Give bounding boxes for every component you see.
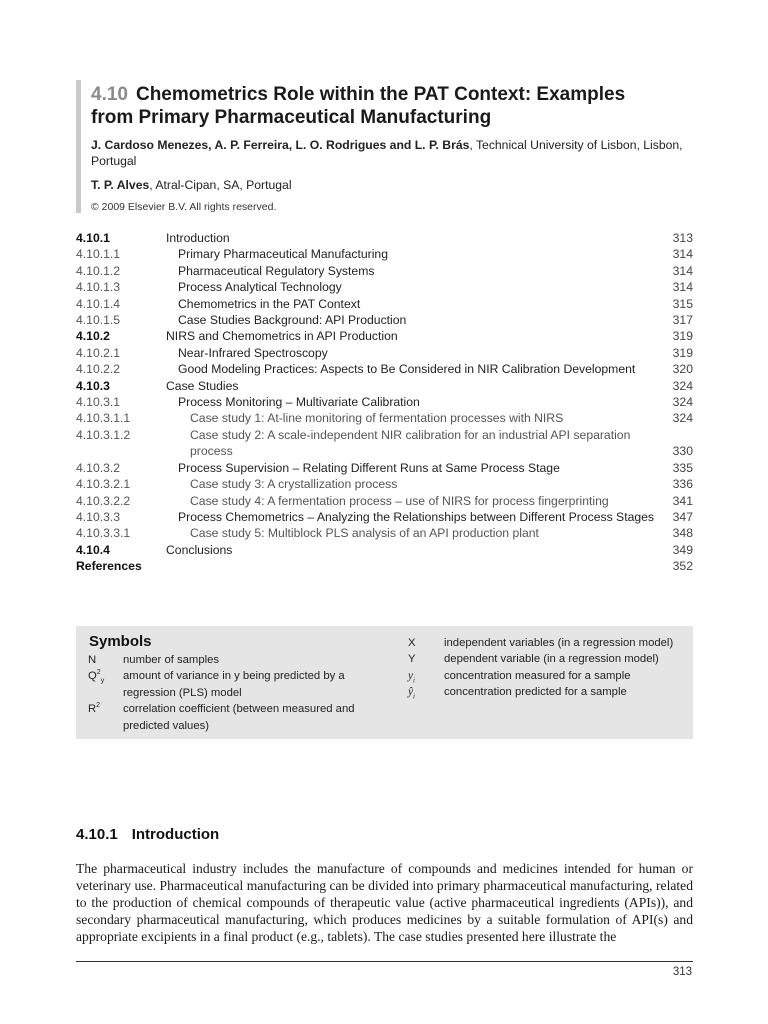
toc-title: Case study 2: A scale-independent NIR calibration for an industrial API separation process (190, 427, 631, 459)
toc-entry[interactable] (76, 378, 693, 394)
body-paragraph: The pharmaceutical industry includes the manufacture of compounds and medicines intended for human or veterinary use. Pharmaceutical manufacturing can be divided into primary pharmaceutical manufacturing, related to the production of chemical compounds of therapeutic value (active pharmaceutical ingredients (APIs)), and secondary pharmaceutical manufacturing, which produces medicines by a suitable formulation of API(s) and appropriate excipients in a final product (e.g., tablets). The case studies presented here illustrate the (76, 861, 693, 944)
toc-number: References (76, 559, 142, 574)
toc-page: 317 (672, 313, 693, 328)
toc-page: 336 (672, 477, 693, 492)
toc-title: Introduction (166, 231, 230, 245)
symbol-entry (88, 652, 388, 668)
symbol-entry (408, 635, 688, 651)
toc-number: 4.10.2 (76, 329, 110, 344)
toc-number: 4.10.1.3 (76, 280, 121, 295)
symbols-right-column (408, 635, 688, 701)
toc-entry[interactable] (76, 476, 693, 492)
toc-number: 4.10.3.1.2 (76, 427, 131, 442)
toc-title: Case study 4: A fermentation process – use of NIRS for process fingerprinting (190, 493, 609, 508)
toc-entry[interactable] (76, 230, 693, 246)
symbol-definition: concentration predicted for a sample (444, 686, 627, 699)
toc-page: 313 (672, 231, 693, 245)
toc-page: 324 (672, 395, 693, 410)
authors-secondary-names: T. P. Alves (91, 178, 150, 192)
symbols-heading: Symbols (89, 633, 152, 650)
toc-entry[interactable] (76, 427, 693, 460)
toc-entry[interactable] (76, 279, 693, 295)
toc-title: Process Supervision – Relating Different Runs at Same Process Stage (178, 460, 560, 475)
chapter-header (76, 80, 711, 213)
toc-page: 341 (672, 493, 693, 508)
symbol-definition: dependent variable (in a regression model) (444, 653, 659, 666)
symbol-entry (88, 701, 388, 734)
toc-entry[interactable] (76, 263, 693, 279)
toc-page: 315 (672, 296, 693, 311)
section-title: Introduction (131, 826, 220, 843)
toc-entry[interactable] (76, 525, 693, 541)
toc-title: Near-Infrared Spectroscopy (178, 345, 328, 360)
toc-title: Process Chemometrics – Analyzing the Relationships between Different Process Stages (178, 509, 655, 524)
toc-page: 347 (672, 509, 693, 524)
toc-number: 4.10.3 (76, 378, 110, 393)
toc-number: 4.10.3.3 (76, 509, 121, 524)
toc-title: Process Monitoring – Multivariate Calibration (178, 395, 420, 410)
toc-title: Case study 1: At-line monitoring of fermentation processes with NIRS (190, 411, 564, 426)
authors-primary-names: J. Cardoso Menezes, A. P. Ferreira, L. O. Rodrigues and L. P. Brás (91, 138, 470, 152)
symbol-key: N (88, 654, 97, 666)
toc-title: Good Modeling Practices: Aspects to Be Considered in NIR Calibration Development (178, 362, 636, 377)
toc-title: Chemometrics in the PAT Context (178, 296, 361, 311)
toc-entry[interactable] (76, 394, 693, 410)
symbol-key: $y_i$ (408, 669, 415, 685)
toc-entry[interactable] (76, 296, 693, 312)
footer-rule (76, 961, 693, 962)
toc-number: 4.10.4 (76, 542, 110, 557)
symbols-left-column (88, 652, 388, 734)
symbol-entry (408, 668, 688, 684)
section-heading (76, 826, 219, 843)
toc-entry[interactable] (76, 361, 693, 377)
toc-entry[interactable] (76, 345, 693, 361)
toc-number: 4.10.1.2 (76, 263, 121, 278)
toc-page: 320 (672, 362, 693, 377)
toc-entry[interactable] (76, 493, 693, 509)
toc-page: 314 (672, 280, 693, 295)
toc-number: 4.10.1.5 (76, 313, 121, 328)
toc-number: 4.10.3.2 (76, 460, 121, 475)
chapter-title-line2: from Primary Pharmaceutical Manufacturing (91, 107, 492, 128)
symbol-key: $R^2$ (88, 702, 101, 716)
authors-primary (91, 137, 711, 169)
toc-title: Process Analytical Technology (178, 280, 342, 295)
toc-title: Primary Pharmaceutical Manufacturing (178, 247, 388, 262)
toc-title: Conclusions (166, 542, 233, 557)
toc-title: Case Studies (166, 378, 239, 393)
toc-number: 4.10.3.2.1 (76, 477, 131, 492)
symbol-key: $Q^2_y$ (88, 669, 105, 685)
symbol-definition: amount of variance in y being predicted by a regression (PLS) model (123, 670, 345, 699)
toc-number: 4.10.1.1 (76, 247, 121, 262)
toc-entry[interactable] (76, 312, 693, 328)
toc-title: NIRS and Chemometrics in API Production (166, 329, 398, 344)
symbol-entry (88, 668, 388, 701)
toc-title: Case study 3: A crystallization process (190, 477, 398, 492)
toc-page: 314 (672, 247, 693, 262)
toc-page: 349 (672, 542, 693, 557)
symbol-definition: correlation coefficient (between measured and predicted values) (123, 703, 355, 732)
toc-entry[interactable] (76, 542, 693, 558)
toc-page: 319 (672, 345, 693, 360)
toc-page: 314 (672, 263, 693, 278)
toc-entry[interactable] (76, 558, 693, 574)
symbol-definition: independent variables (in a regression model) (444, 637, 674, 649)
toc-title: Pharmaceutical Regulatory Systems (178, 263, 375, 278)
symbol-entry (408, 651, 688, 667)
toc-entry[interactable] (76, 460, 693, 476)
toc-entry[interactable] (76, 410, 693, 426)
toc-number: 4.10.1 (76, 231, 110, 245)
toc-page: 324 (672, 378, 693, 393)
toc-number: 4.10.3.1.1 (76, 411, 131, 426)
toc-number: 4.10.2.1 (76, 345, 121, 360)
toc-title: Case study 5: Multiblock PLS analysis of an API production plant (190, 526, 539, 541)
toc-number: 4.10.3.2.2 (76, 493, 131, 508)
copyright-notice: © 2009 Elsevier B.V. All rights reserved. (91, 201, 277, 213)
section-number: 4.10.1 (76, 826, 118, 843)
toc-title: Case Studies Background: API Production (178, 313, 407, 328)
authors-secondary (91, 177, 711, 193)
symbol-definition: number of samples (123, 654, 220, 666)
toc-page: 324 (672, 411, 693, 426)
toc-page: 348 (672, 526, 693, 541)
symbol-key: Y (408, 653, 416, 666)
authors-secondary-affiliation: , Atral-Cipan, SA, Portugal (149, 178, 292, 192)
page-number: 313 (672, 966, 692, 978)
symbol-key: X (408, 637, 416, 649)
table-of-contents (76, 230, 693, 575)
toc-page: 330 (672, 444, 693, 459)
chapter-title (91, 83, 711, 129)
symbol-key: $ŷ_i$ (408, 686, 415, 701)
chapter-number: 4.10 (91, 84, 128, 105)
authors-primary-affiliation: , Technical University of Lisbon, Lisbon, Portugal (91, 138, 683, 168)
toc-number: 4.10.3.1 (76, 395, 121, 410)
toc-entry[interactable] (76, 509, 693, 525)
symbol-definition: concentration measured for a sample (444, 669, 631, 682)
toc-number: 4.10.1.4 (76, 296, 121, 311)
toc-page: 352 (672, 559, 693, 574)
symbol-entry (408, 684, 688, 700)
toc-entry[interactable] (76, 328, 693, 344)
toc-page: 319 (672, 329, 693, 344)
toc-number: 4.10.2.2 (76, 362, 121, 377)
chapter-title-line1: Chemometrics Role within the PAT Context: Examples (135, 84, 626, 105)
toc-entry[interactable] (76, 246, 693, 262)
symbols-box (76, 626, 693, 739)
toc-page: 335 (672, 460, 693, 475)
toc-number: 4.10.3.3.1 (76, 526, 131, 541)
